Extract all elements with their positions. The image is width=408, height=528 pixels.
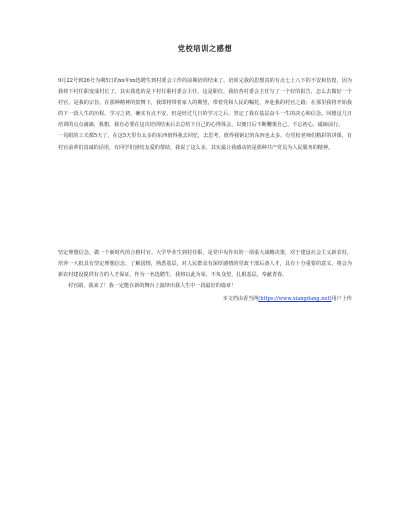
source-link[interactable]: (https://www.xiangdang.net) (258, 296, 332, 303)
document-title: 党校培训之感想 (177, 44, 233, 53)
source-attribution (58, 294, 352, 305)
blank-spacer (58, 154, 352, 248)
source-suffix: 用户上传 (331, 296, 352, 303)
body-paragraph: 一晃眼的工夫都5天了，在这5天里有太多的东西值得我去回忆，去思考，值得我铭记的东西也太多，有党校老师们精彩的讲课，有村官前辈们真诚的话语，有同学们团结友爱的帮助，我说了这么多，其实最让我感动的是那种共产党员为人民服务的精神。 (58, 133, 352, 151)
body-paragraph: 坚定理想信念，做一个新时代的合格村官。大学毕业生到村任职，是党中央作出的一项重大战略决策，对于建设社会主义新农村，培养一大批具有坚定理想信念，了解国情，熟悉基层，对人民群众有深厚感情的党政干部后备人才，具有十分重要的意义，将会为新农村建设提供有力的人才保证。作为一名选聘生，我将以此为荣，不负众望，扎根基层，奉献青春。 (58, 249, 352, 278)
body-paragraph: 9月22号到26号为期5日的xx年xx选聘生到村委会工作的前期培训结束了。培训完我的思想真的有点七上八下的不安和彷徨，因为我将下村任职变成村长了，其实我选的是下村任职村委会主任，这是职位，我给各村委会主任写了一个好的报告，怎么去做好一个村官，是我的宗旨。在那种精神的鼓舞下，我即将带着家人的期望，带着党和人民的嘱托，奔赴我的村官之路；在那里我将开始我的下一段人生的历程。学习之初，确实有点不安，但是经过几日的学习之后，坚定了我在基层奋斗一生的决心和信念。回想这几日培训的点点滴滴，我想，我有必要在这次培训结束后去总结下自己的心得体会，以便日后不断鞭策自己，不忘初心，砥砺前行。 (58, 78, 352, 129)
closing-paragraph: 村官路，我来了！我一定能在新的舞台上演绎出我人生中一段最好的篇章！ (68, 282, 237, 289)
source-prefix: 本文档由香当网 (222, 296, 259, 303)
